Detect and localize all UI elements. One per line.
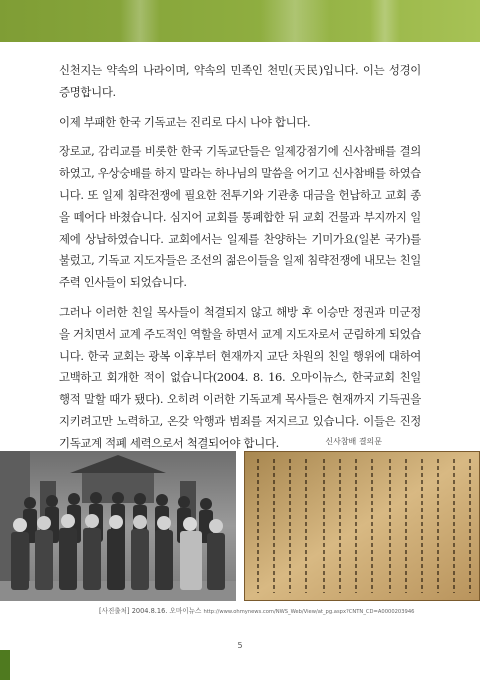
body-text xyxy=(59,60,421,463)
photo-source xyxy=(99,605,414,615)
resolution-document-photo xyxy=(244,451,480,601)
paragraph-liberation: 그러나 이러한 친일 목사들이 척결되지 않고 해방 후 이승만 정권과 미군정을 거치면서 교계 주도적인 역할을 하면서 교계 지도자로서 군림하게 되었습니다. 한국 교회는 광복 이후부터 현재까지 교단 차원의 친일 행위에 대하여 고백하고 회개한 적이 없습니다(2004. 8. 16. 오마이뉴스, 한국교회 친일 행적 말할 때가 됐다). 오히려 이러한 기독교계 목사들은 현재까지 기득권을 지키려고만 노력하고, 온갖 악행과 범죄를 저지르고 있습니다. 이들은 진정 기독교계 적폐 세력으로서 척결되어야 합니다. xyxy=(59,304,421,450)
paragraph-intro: 신천지는 약속의 나라이며, 약속의 민족인 천민(天民)입니다. 이는 성경이 증명합니다. xyxy=(59,63,421,99)
header-band xyxy=(0,0,480,42)
page-number: 5 xyxy=(237,641,243,650)
paragraph-shrine-worship: 장로교, 감리교를 비롯한 한국 기독교단들은 일제강점기에 신사참배를 결의하였고, 우상숭배를 하지 말라는 하나님의 말씀을 어기고 신사참배를 하였습니다. 또 일제 침략전쟁에 필요한 전투기와 기관총 대금을 헌납하고 교회 종을 떼어다 바쳤습니다. 심지어 교회를 통폐합한 뒤 교회 건물과 부지까지 일제에 상납하였습니다. 교회에서는 일제를 찬양하는 기미가요(일본 국가)를 불렀고, 기독교 지도자들은 조선의 젊은이들을 일제 침략전쟁에 내모는 친일 주력 인사들이 되었습니다. xyxy=(59,144,421,290)
source-label: [사진출처] 2004.8.16. 오마이뉴스 xyxy=(99,607,202,615)
group-photo xyxy=(0,451,236,601)
paragraph-reborn: 이제 부패한 한국 기독교는 진리로 다시 나야 합니다. xyxy=(59,114,311,129)
source-url[interactable]: http://www.ohmynews.com/NWS_Web/View/at_pg.aspx?CNTN_CD=A0000203946 xyxy=(203,609,415,615)
photo-caption: 신사참배 결의문 xyxy=(325,437,382,446)
side-accent-mark xyxy=(0,650,10,680)
